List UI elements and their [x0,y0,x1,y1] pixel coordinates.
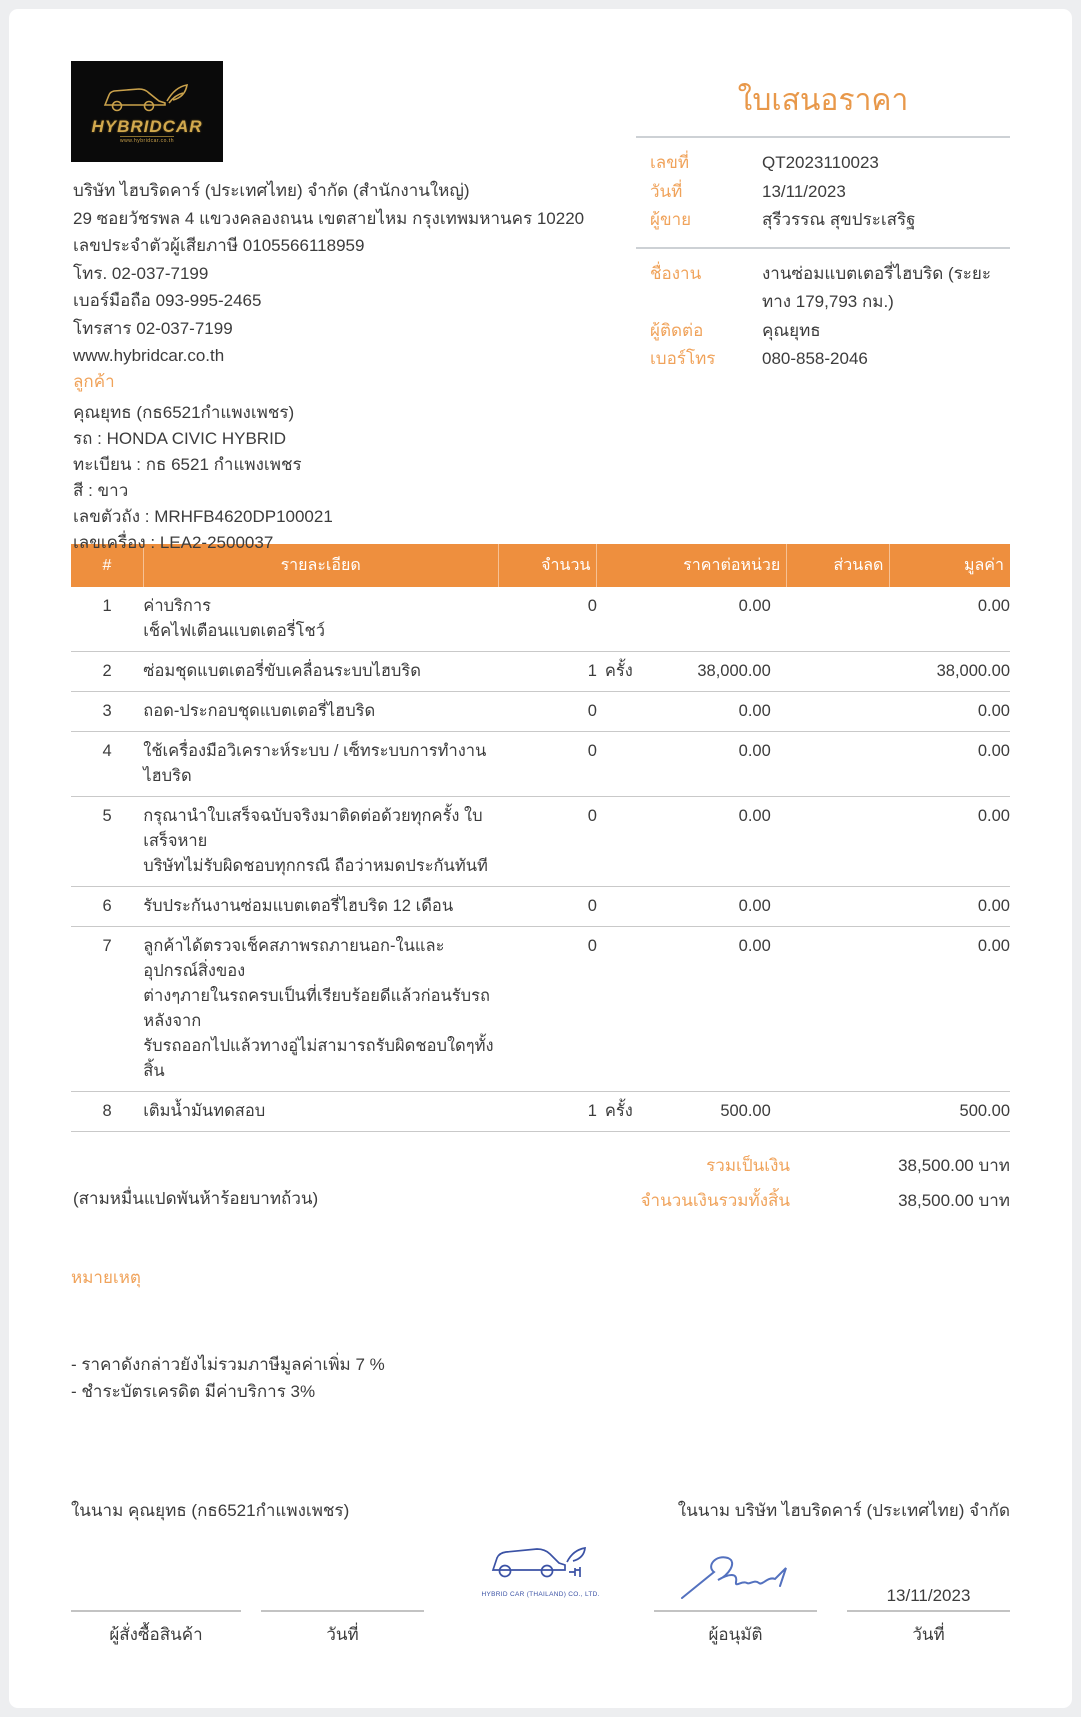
cell-quantity: 0 [498,732,597,797]
column-header: # [71,544,143,587]
signature-area [71,1528,1010,1648]
cell-description [143,692,498,732]
cell-row-number: 1 [71,587,143,652]
customer-detail-line: รถ : HONDA CIVIC HYBRID [73,429,287,448]
cell-quantity: 0 [498,887,597,927]
cell-amount: 500.00 [890,1092,1010,1132]
cell-amount: 0.00 [890,797,1010,887]
description-line: ถอด-ประกอบชุดแบตเตอรี่ไฮบริด [143,702,376,720]
unit-price-value: 0.00 [738,897,771,915]
cell-description [143,732,498,797]
meta-label: ผู้ติดต่อ [650,320,704,340]
signature-approve-date [847,1528,1010,1648]
cell-description [143,927,498,1092]
cell-description [143,1092,498,1132]
cell-unit-price [597,1092,787,1132]
signature-label: วันที่ [912,1625,945,1644]
unit-price-value: 500.00 [720,1102,771,1120]
description-line: เติมน้ำมันทดสอบ [143,1102,266,1120]
signature-space [261,1528,424,1610]
amount-in-words: (สามหมื่นแปดพันห้าร้อยบาทถ้วน) [73,1189,319,1208]
cell-amount: 38,000.00 [890,652,1010,692]
cell-discount [787,1092,890,1132]
contact-name: คุณยุทธ [762,320,821,340]
column-header: ส่วนลด [787,544,890,587]
logo-brand-text: HYBRIDCAR [91,117,203,136]
cell-unit-price [597,692,787,732]
table-row [71,732,1010,797]
customer-section [73,369,333,556]
seller-name: สุรีวรรณ สุขประเสริฐ [762,210,916,229]
approver-signature-icon [676,1546,796,1610]
page-title: ใบเสนอราคา [737,84,909,117]
cell-quantity: 1 [498,652,597,692]
company-info [73,177,584,370]
approval-date: 13/11/2023 [886,1586,971,1605]
customer-detail-line: คุณยุทธ (กธ6521กำแพงเพชร) [73,403,295,422]
meta-row-job [650,260,996,317]
quote-meta-panel [636,77,1010,386]
cell-row-number: 2 [71,652,143,692]
company-stamp [482,1542,600,1598]
cell-quantity: 0 [498,927,597,1092]
meta-row-date [650,178,996,207]
column-header: จำนวน [498,544,597,587]
cell-unit-price [597,732,787,797]
description-line: รับรถออกไปแล้วทางอู่ไม่สามารถรับผิดชอบใดๆทั้งสิ้น [143,1037,494,1080]
cell-amount: 0.00 [890,587,1010,652]
company-info-line: โทรสาร 02-037-7199 [73,318,233,338]
cell-row-number: 7 [71,927,143,1092]
in-name-customer: ในนาม คุณยุทธ (กธ6521กำแพงเพชร) [71,1501,350,1520]
stamp-caption-text: HYBRID CAR (THAILAND) CO., LTD. [481,1591,600,1598]
gold-car-leaf-icon [99,79,195,119]
description-line: ค่าบริการ [143,597,212,615]
cell-unit-price [597,887,787,927]
company-logo [71,61,223,162]
cell-description [143,887,498,927]
meta-label: ชื่องาน [650,263,702,283]
customer-detail-line: สี : ขาว [73,481,129,500]
contact-phone: 080-858-2046 [762,349,868,368]
company-info-line: 29 ซอยวัชรพล 4 แขวงคลองถนน เขตสายไหม กรุงเทพมหานคร 10220 [73,208,585,228]
cell-unit-price [597,587,787,652]
cell-description [143,652,498,692]
signature-approver [654,1528,817,1648]
meta-label: เลขที่ [650,153,690,172]
unit-price-value: 0.00 [738,807,771,825]
unit-price-value: 38,000.00 [697,662,771,680]
column-header: รายละเอียด [143,544,498,587]
subtotal-label: รวมเป็นเงิน [706,1156,790,1175]
table-row [71,652,1010,692]
cell-amount: 0.00 [890,692,1010,732]
description-line: เช็คไฟเตือนแบตเตอรี่โชว์ [143,622,325,640]
document-header [71,9,1010,552]
column-header: ราคาต่อหน่วย [597,544,787,587]
quote-date: 13/11/2023 [762,181,846,201]
quote-number: QT2023110023 [762,153,879,172]
unit-text [597,804,605,829]
quote-meta-group [636,138,1010,247]
column-header: มูลค่า [890,544,1010,587]
customer-detail-line: เลขเครื่อง : LEA2-2500037 [73,533,274,552]
description-line: ใช้เครื่องมือวิเคราะห์ระบบ / เซ็ทระบบการทำงานไฮบริด [143,742,487,785]
signature-label: ผู้อนุมัติ [708,1625,763,1644]
company-info-line: เบอร์มือถือ 093-995-2465 [73,291,262,310]
cell-amount: 0.00 [890,732,1010,797]
meta-label: เบอร์โทร [650,349,716,368]
table-row [71,927,1010,1092]
table-row [71,797,1010,887]
cell-discount [787,887,890,927]
grand-total-label: จำนวนเงินรวมทั้งสิ้น [640,1191,790,1210]
description-line: ต่างๆภายในรถครบเป็นที่เรียบร้อยดีแล้วก่อนรับรถ หลังจาก [143,987,490,1030]
signature-space [654,1528,817,1610]
unit-text [597,699,605,724]
cell-description [143,587,498,652]
cell-description [143,797,498,887]
footer-names-row [71,1497,1010,1524]
totals-section [71,1148,1010,1218]
unit-text [597,739,605,764]
cell-discount [787,927,890,1092]
signature-space [71,1528,241,1610]
description-line: ลูกค้าได้ตรวจเช็คสภาพรถภายนอก-ในและอุปกรณ์สิ่งของ [143,937,445,980]
table-row [71,692,1010,732]
meta-row-number [650,149,996,178]
cell-row-number: 4 [71,732,143,797]
grand-total-value: 38,500.00 บาท [898,1191,1010,1210]
description-line: ซ่อมชุดแบตเตอรี่ขับเคลื่อนระบบไฮบริด [143,662,421,680]
cell-discount [787,797,890,887]
job-name: งานซ่อมแบตเตอรี่ไฮบริด (ระยะทาง 179,793 กม.) [762,263,992,311]
cell-discount [787,692,890,732]
logo-website-text: www.hybridcar.co.th [120,138,174,144]
notes-list [71,1351,1010,1405]
cell-discount [787,652,890,692]
cell-discount [787,732,890,797]
signature-label: วันที่ [326,1625,359,1644]
cell-unit-price [597,797,787,887]
cell-amount: 0.00 [890,887,1010,927]
customer-detail-line: ทะเบียน : กธ 6521 กำแพงเพชร [73,455,302,474]
cell-unit-price [597,652,787,692]
unit-price-value: 0.00 [738,937,771,955]
cell-row-number: 6 [71,887,143,927]
job-meta-group [636,249,1010,386]
unit-text: ครั้ง [604,662,633,680]
cell-quantity: 0 [498,797,597,887]
company-info-line: เลขประจำตัวผู้เสียภาษี 0105566118959 [73,236,365,255]
unit-text [597,894,605,919]
signature-buyer-date [261,1528,424,1648]
in-name-company: ในนาม บริษัท ไฮบริดคาร์ (ประเทศไทย) จำกัด [677,1501,1010,1520]
cell-unit-price [597,927,787,1092]
signature-label: ผู้สั่งซื้อสินค้า [109,1625,203,1644]
company-info-line: บริษัท ไฮบริดคาร์ (ประเทศไทย) จำกัด (สำนักงานใหญ่) [73,181,470,200]
cell-discount [787,587,890,652]
customer-details [73,400,333,556]
cell-row-number: 3 [71,692,143,732]
description-line: กรุณานำใบเสร็จฉบับจริงมาติดต่อด้วยทุกครั้ง ใบเสร็จหาย [143,807,483,850]
unit-price-value: 0.00 [738,742,771,760]
cell-row-number: 8 [71,1092,143,1132]
meta-row-seller [650,206,996,235]
subtotal-value: 38,500.00 บาท [898,1156,1010,1175]
customer-detail-line: เลขตัวถัง : MRHFB4620DP100021 [73,507,333,526]
notes-section [71,1264,1010,1405]
subtotal-row [71,1148,1010,1183]
table-row [71,887,1010,927]
customer-heading: ลูกค้า [73,372,115,391]
unit-price-value: 0.00 [738,597,771,615]
cell-quantity: 1 [498,1092,597,1132]
description-line: รับประกันงานซ่อมแบตเตอรี่ไฮบริด 12 เดือน [143,897,454,915]
unit-text [597,934,605,959]
unit-price-value: 0.00 [738,702,771,720]
signature-space [847,1528,1010,1610]
signature-buyer [71,1528,241,1648]
meta-row-contact [650,317,996,346]
stamp-car-icon [489,1542,593,1586]
table-row [71,587,1010,652]
cell-quantity: 0 [498,587,597,652]
meta-label: วันที่ [650,181,683,201]
description-line: บริษัทไม่รับผิดชอบทุกกรณี ถือว่าหมดประกันทันที [143,857,488,875]
note-item: - ราคาดังกล่าวยังไม่รวมภาษีมูลค่าเพิ่ม 7 % [71,1355,385,1374]
cell-amount: 0.00 [890,927,1010,1092]
company-info-line: โทร. 02-037-7199 [73,263,209,283]
unit-text: ครั้ง [604,1102,633,1120]
meta-row-phone [650,345,996,374]
quotation-document [9,9,1072,1708]
company-info-line: www.hybridcar.co.th [73,346,225,365]
unit-text [597,594,605,619]
meta-label: ผู้ขาย [650,210,692,229]
note-item: - ชำระบัตรเครดิต มีค่าบริการ 3% [71,1382,316,1401]
notes-heading: หมายเหตุ [71,1268,141,1287]
cell-quantity: 0 [498,692,597,732]
cell-row-number: 5 [71,797,143,887]
line-items-table [71,544,1010,1132]
table-row [71,1092,1010,1132]
